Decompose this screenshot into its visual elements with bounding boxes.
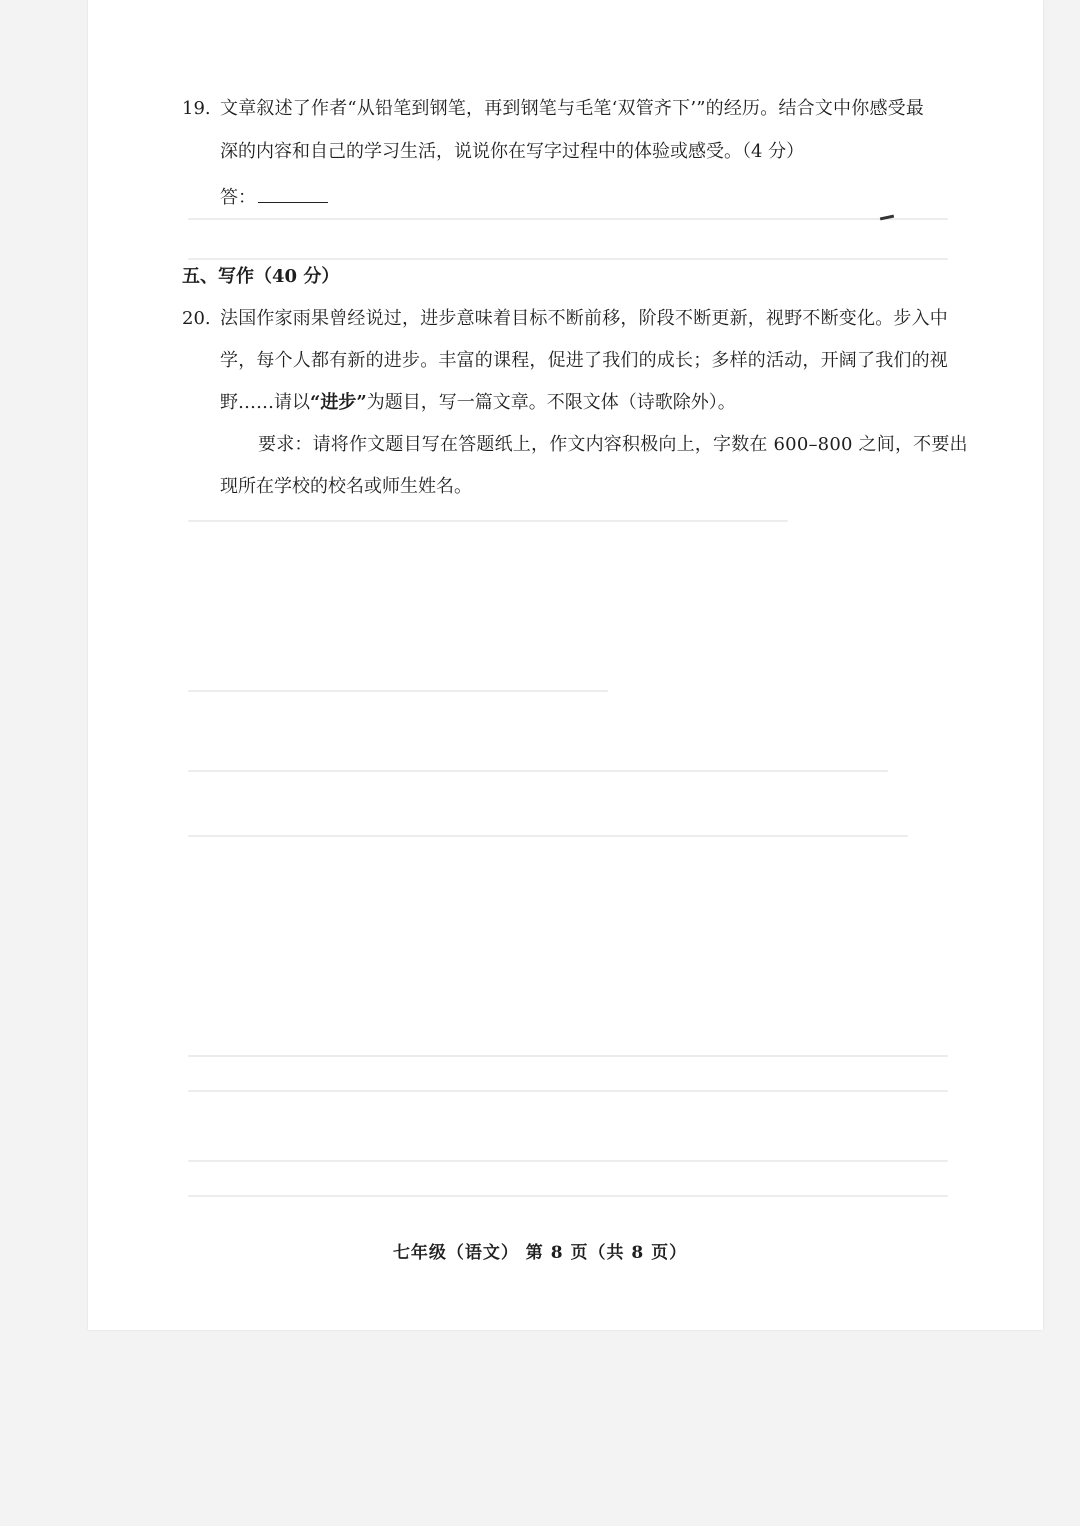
text-segment: 为题目，写一篇文章。不限文体（诗歌除外）。 bbox=[366, 392, 736, 413]
question-number: 20. bbox=[182, 308, 211, 329]
section-title: 五、写作（40 分） bbox=[182, 266, 340, 287]
bleed-through-line bbox=[188, 258, 948, 260]
bleed-through-line bbox=[188, 770, 888, 772]
answer-blank[interactable] bbox=[258, 184, 328, 203]
question-text-line: 法国作家雨果曾经说过，进步意味着目标不断前移，阶段不断更新，视野不断变化。步入中 bbox=[220, 308, 948, 329]
requirement-text-line: 现所在学校的校名或师生姓名。 bbox=[220, 476, 472, 497]
page-footer: 七年级（语文） 第 8 页（共 8 页） bbox=[392, 1243, 688, 1263]
question-number: 19. bbox=[182, 98, 211, 119]
bleed-through-line bbox=[188, 1195, 948, 1197]
answer-line bbox=[220, 184, 328, 209]
essay-topic: “进步” bbox=[310, 392, 367, 413]
bleed-through-line bbox=[188, 1055, 948, 1057]
bleed-through-line bbox=[188, 835, 908, 837]
question-text-line: 深的内容和自己的学习生活，说说你在写字过程中的体验或感受。（4 分） bbox=[220, 141, 805, 162]
bleed-through-line bbox=[188, 1160, 948, 1162]
bleed-through-line bbox=[188, 520, 788, 522]
bleed-through-line bbox=[188, 218, 948, 220]
bleed-through-line bbox=[188, 1090, 948, 1092]
question-text-line bbox=[220, 392, 736, 414]
text-segment: 野……请以 bbox=[220, 392, 310, 413]
question-text-line: 文章叙述了作者“从铅笔到钢笔，再到钢笔与毛笔‘双管齐下’”的经历。结合文中你感受最 bbox=[220, 98, 925, 119]
requirement-text-line: 要求：请将作文题目写在答题纸上，作文内容积极向上，字数在 600–800 之间，不要出 bbox=[258, 434, 968, 455]
bleed-through-line bbox=[188, 690, 608, 692]
question-text-line: 学，每个人都有新的进步。丰富的课程，促进了我们的成长；多样的活动，开阔了我们的视 bbox=[220, 350, 948, 371]
answer-label: 答： bbox=[220, 187, 256, 208]
